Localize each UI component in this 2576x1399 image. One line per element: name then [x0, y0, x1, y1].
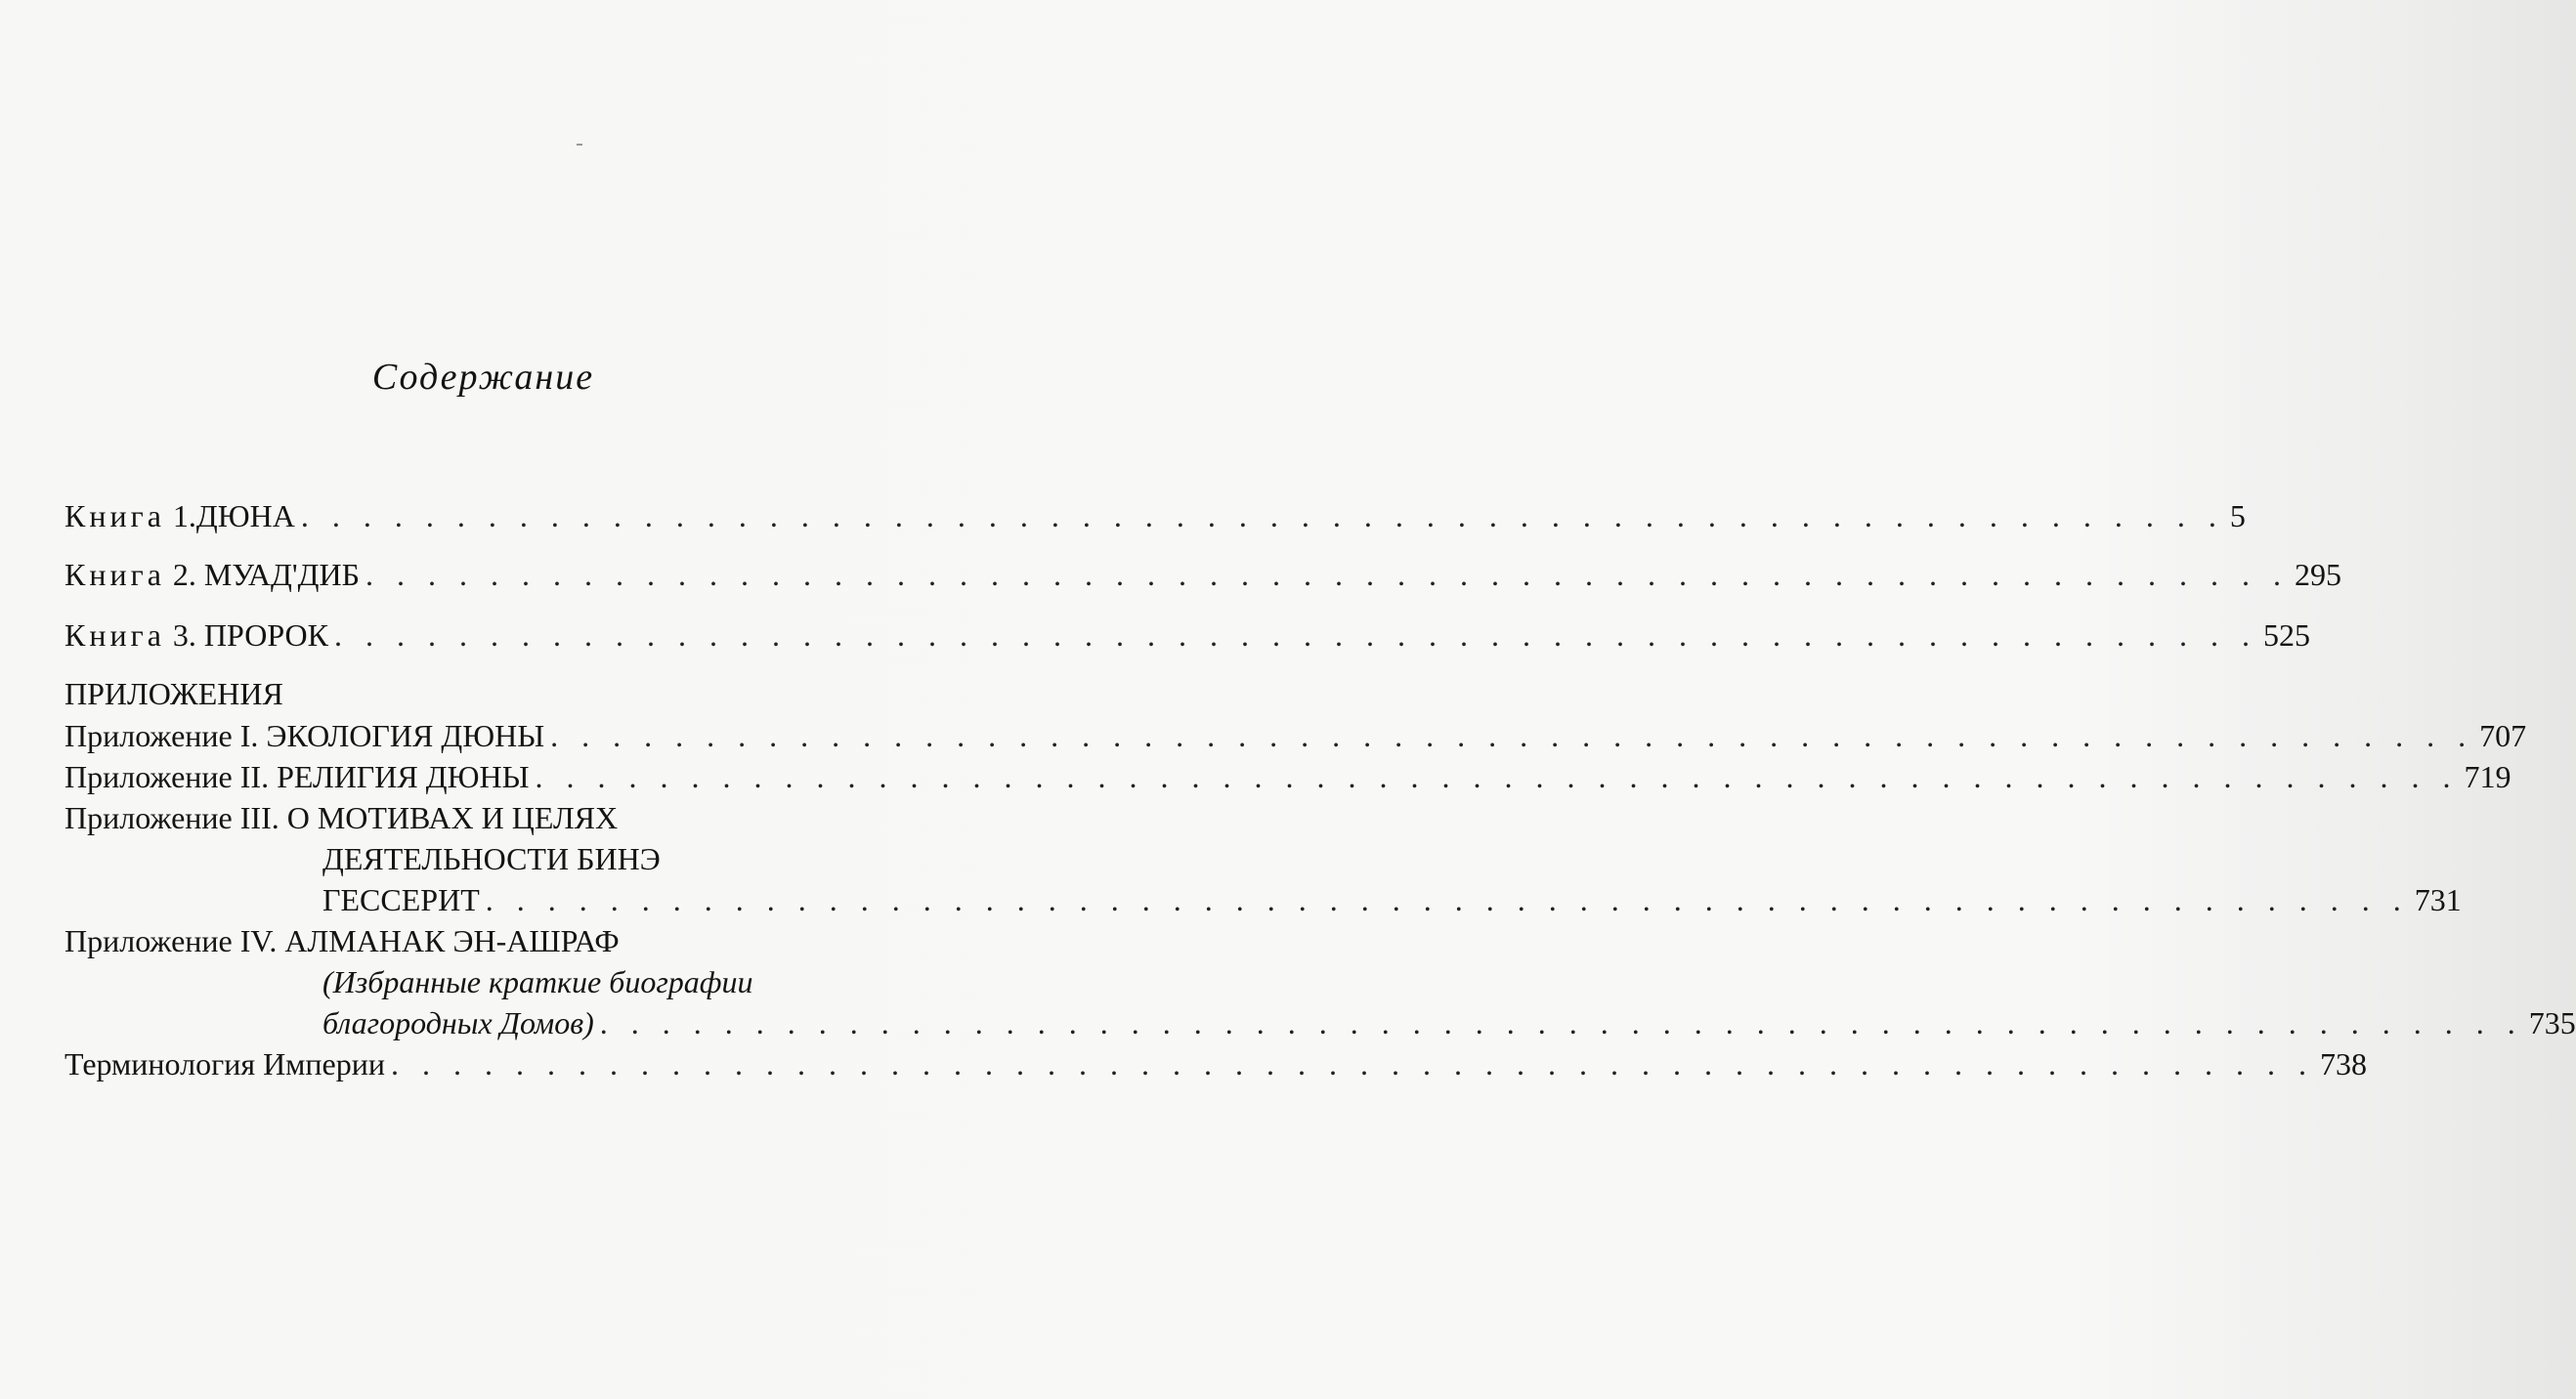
book-number: 3.	[172, 617, 196, 653]
appendix-name-line-1: О МОТИВАХ И ЦЕЛЯХ	[286, 800, 619, 835]
appendices-heading: ПРИЛОЖЕНИЯ	[64, 676, 283, 711]
appendix-4-subtitle	[322, 962, 895, 1001]
book-number: 1.	[172, 498, 196, 533]
dot-leader: . . . . . . . . . . . . . . . . . . . . . . . . . . . . . . . . . . . . . . . . . . . . . . . . . . . . . . . . . . . . . .	[535, 759, 2459, 794]
page-number: 525	[2262, 617, 2310, 653]
dot-leader: . . . . . . . . . . . . . . . . . . . . . . . . . . . . . . . . . . . . . . . . . . . . . . . . . . . . . . . . . . . . . .	[333, 617, 2257, 653]
page-title: Содержание	[371, 357, 595, 398]
dot-leader: . . . . . . . . . . . . . . . . . . . . . . . . . . . . . . . . . . . . . . . . . . . . . . . . . . . . . . . . . . . . . .	[391, 1046, 2314, 1081]
toc-entry-book-2[interactable]	[64, 555, 2341, 594]
book-label: Книга	[64, 617, 165, 653]
toc-entry-book-3[interactable]	[64, 615, 2310, 655]
book-name: ПРОРОК	[203, 617, 328, 653]
appendix-subtitle-line-2: благородных Домов)	[322, 1005, 594, 1040]
appendix-3-final-line	[322, 880, 2462, 919]
dot-leader: . . . . . . . . . . . . . . . . . . . . . . . . . . . . . . . . . . . . . . . . . . . . . . . . . . . . . . . . . . . . . .	[599, 1005, 2523, 1040]
toc-entry-book-1[interactable]	[64, 496, 2246, 535]
appendix-label: Приложение III.	[64, 800, 279, 835]
page-number: 735	[2528, 1005, 2576, 1040]
page-number: 731	[2414, 882, 2462, 917]
appendix-label: Приложение I.	[64, 718, 259, 753]
page-number: 719	[2464, 759, 2512, 794]
book-label: Книга	[64, 557, 165, 592]
dot-leader: . . . . . . . . . . . . . . . . . . . . . . . . . . . . . . . . . . . . . . . . . . . . . . . . . . . . . . . . . . . . . .	[300, 498, 2224, 533]
dot-leader: . . . . . . . . . . . . . . . . . . . . . . . . . . . . . . . . . . . . . . . . . . . . . . . . . . . . . . . . . . . . . .	[365, 557, 2289, 592]
appendix-4-final-line	[322, 1003, 2576, 1042]
appendix-subtitle-line-1: (Избранные краткие биографии	[322, 964, 753, 999]
page-number: 5	[2229, 498, 2246, 533]
page-number: 738	[2320, 1046, 2367, 1081]
terminology-name: Терминология Империи	[64, 1046, 385, 1081]
appendix-name: РЕЛИГИЯ ДЮНЫ	[277, 759, 530, 794]
page-number: 295	[2294, 557, 2341, 592]
toc-entry-appendix-1[interactable]	[64, 716, 2527, 755]
book-name: ДЮНА	[195, 498, 295, 533]
toc-entry-appendix-4[interactable]	[64, 921, 895, 960]
appendix-name-line-2: ДЕЯТЕЛЬНОСТИ БИНЭ	[322, 841, 661, 876]
toc-entry-appendix-3[interactable]	[64, 798, 895, 837]
dot-leader: . . . . . . . . . . . . . . . . . . . . . . . . . . . . . . . . . . . . . . . . . . . . . . . . . . . . . . . . . . . . . .	[550, 718, 2474, 753]
toc-entry-appendix-2[interactable]	[64, 757, 2512, 796]
appendix-name: АЛМАНАК ЭН-АШРАФ	[284, 923, 620, 958]
book-label: Книга	[64, 498, 165, 533]
appendix-name-line-3: ГЕССЕРИТ	[322, 882, 480, 917]
dot-leader: . . . . . . . . . . . . . . . . . . . . . . . . . . . . . . . . . . . . . . . . . . . . . . . . . . . . . . . . . . . . . .	[485, 882, 2409, 917]
book-number: 2.	[172, 557, 196, 592]
toc-entry-terminology[interactable]	[64, 1044, 2367, 1083]
appendix-label: Приложение IV.	[64, 923, 278, 958]
appendix-label: Приложение II.	[64, 759, 270, 794]
page-number: 707	[2479, 718, 2527, 753]
book-name: МУАД'ДИБ	[203, 557, 360, 592]
appendix-3-continuation	[322, 839, 895, 878]
appendix-name: ЭКОЛОГИЯ ДЮНЫ	[266, 718, 545, 753]
